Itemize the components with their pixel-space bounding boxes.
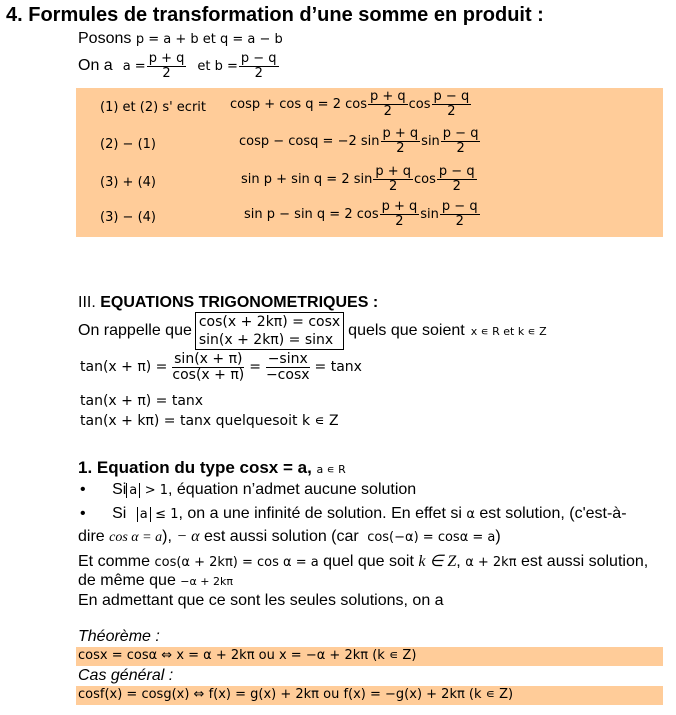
theoreme-label: Théorème :: [78, 628, 160, 645]
demême-line: [78, 572, 233, 590]
denominator: 2: [395, 213, 404, 229]
bullet-text: , équation n’admet aucune solution: [168, 481, 417, 498]
formula-mid: cos: [414, 171, 436, 187]
bullet-item: [80, 481, 416, 499]
dire-line: [78, 528, 501, 546]
roman-numeral: III.: [78, 294, 96, 311]
bullet-text: , on a une infinité de solution. En effet si: [178, 505, 462, 522]
numerator: −sinx: [267, 351, 308, 367]
math: cos(α + 2kπ) = cos α = a: [154, 555, 319, 570]
cas-general-band: [76, 686, 663, 705]
fraction: [368, 90, 408, 118]
formula-mid: cos: [408, 96, 431, 112]
b-numerator: p − q: [240, 51, 277, 66]
formula-label: (1) et (2) s' ecrit: [100, 100, 206, 115]
math: − α: [176, 528, 200, 545]
text: est aussi solution,: [521, 553, 649, 570]
text: dire: [78, 528, 105, 545]
formula-mid: sin: [420, 206, 439, 222]
formula-equation: [244, 200, 481, 228]
denominator: 2: [447, 103, 456, 119]
boxed-identities: [195, 312, 344, 350]
numerator: p − q: [438, 164, 475, 179]
admettant-line: En admettant que ce sont les seules solutions, on a: [78, 592, 444, 609]
subsection-heading: [78, 458, 346, 478]
denominator: 2: [452, 178, 461, 194]
denominator: cos(x + π): [172, 366, 245, 383]
abs-value: a: [126, 483, 140, 498]
etcomme-line: [78, 551, 648, 571]
section-heading: 4. Formules de transformation d’une somme en produit :: [6, 4, 544, 26]
fraction: [440, 200, 480, 228]
inequality: ≤ 1: [155, 507, 179, 522]
bullet-icon: •: [80, 505, 86, 522]
fraction: [381, 127, 421, 155]
formula-equation: [239, 127, 481, 155]
inequality: > 1: [144, 483, 169, 498]
math: k ∈ Z: [418, 553, 457, 570]
fraction: [437, 165, 477, 193]
formula-equation: [241, 165, 478, 193]
numerator: p + q: [382, 126, 419, 141]
math: cos(−α) = cosα = a: [367, 530, 496, 545]
text: de même que: [78, 572, 176, 589]
text: Et comme: [78, 553, 151, 570]
formula-lhs: cosp + cos q = 2 cos: [230, 96, 367, 112]
theoreme-formula: cosx = cosα ⇔ x = α + 2kπ ou x = −α + 2kπ (k ∊ Z): [78, 648, 417, 663]
numerator: p + q: [375, 164, 412, 179]
bullet-text: est solution, (c'est-à-: [479, 505, 627, 522]
fraction: [264, 352, 312, 382]
rappel-line: [78, 312, 547, 350]
formula-lhs: cosp − cosq = −2 sin: [239, 133, 380, 149]
denominator: 2: [389, 178, 398, 194]
alpha-symbol: α: [466, 507, 475, 522]
math: −α + 2kπ: [180, 575, 233, 588]
numerator: p + q: [381, 199, 418, 214]
b-lhs: et b =: [197, 58, 238, 74]
b-denominator: 2: [254, 65, 263, 81]
formula-lhs: sin p − sin q = 2 cos: [244, 206, 379, 222]
tan-rhs: = tanx: [314, 359, 362, 376]
tan-line: tan(x + π) = tanx: [80, 393, 204, 409]
numerator: sin(x + π): [174, 351, 243, 367]
boxed-line: cos(x + 2kπ) = cosx: [198, 314, 341, 330]
section-iii-heading: [78, 294, 378, 312]
ona-line: [78, 52, 280, 80]
a-numerator: p + q: [148, 51, 185, 66]
math: cos α = a: [109, 530, 163, 545]
text: quel que soit: [323, 553, 414, 570]
posons-equation: p = a + b et q = a − b: [135, 32, 283, 47]
b-fraction: [239, 52, 279, 80]
text: ): [495, 528, 501, 545]
fraction: [380, 200, 420, 228]
tan-derivation: [80, 352, 362, 382]
si-text: Si: [112, 481, 127, 498]
section-iii-title: EQUATIONS TRIGONOMETRIQUES :: [100, 294, 379, 311]
fraction: [441, 127, 481, 155]
formula-mid: sin: [421, 133, 440, 149]
denominator: 2: [456, 140, 465, 156]
abs-value: a: [137, 507, 151, 522]
fraction: [373, 165, 413, 193]
ona-label: On a: [78, 57, 113, 75]
denominator: 2: [396, 140, 405, 156]
subsection-title: 1. Equation du type cosx = a,: [78, 458, 312, 477]
si-text: Si: [112, 505, 127, 522]
cas-general-formula: cosf(x) = cosg(x) ⇔ f(x) = g(x) + 2kπ ou f(x) = −g(x) + 2kπ (k ∊ Z): [78, 687, 514, 702]
posons-line: [78, 30, 283, 48]
a-denominator: 2: [162, 65, 171, 81]
a-fraction: [147, 52, 187, 80]
a-lhs: a =: [122, 58, 146, 74]
fraction: [432, 90, 472, 118]
bullet-icon: •: [80, 481, 86, 498]
numerator: p − q: [433, 89, 470, 104]
tan-lhs: tan(x + π) =: [80, 359, 168, 376]
theoreme-band: [76, 647, 663, 666]
rappel-label: On rappelle que: [78, 322, 192, 340]
formula-equation: [230, 90, 472, 118]
cas-general-label: Cas général :: [78, 667, 174, 684]
denominator: 2: [455, 213, 464, 229]
denominator: −cosx: [265, 366, 310, 383]
text: ),: [162, 528, 172, 545]
subsection-math: a ∊ R: [316, 463, 346, 476]
numerator: p + q: [369, 89, 406, 104]
numerator: p − q: [442, 126, 479, 141]
quels-label: quels que soient: [348, 322, 465, 340]
formulas-box: [76, 88, 663, 237]
formula-label: (3) − (4): [100, 210, 156, 225]
quels-math: x ∊ R et k ∊ Z: [470, 324, 547, 338]
equals: =: [249, 359, 261, 376]
numerator: p − q: [441, 199, 478, 214]
math: α + 2kπ: [465, 555, 517, 570]
tan-line: tan(x + kπ) = tanx quelquesoit k ∊ Z: [80, 413, 339, 429]
posons-label: Posons: [78, 30, 132, 47]
formula-lhs: sin p + sin q = 2 sin: [241, 171, 373, 187]
text: est aussi solution (car: [204, 528, 359, 545]
formula-label: (3) + (4): [100, 175, 156, 190]
formula-label: (2) − (1): [100, 137, 156, 152]
fraction: [170, 352, 246, 382]
denominator: 2: [383, 103, 392, 119]
text: ,: [456, 553, 461, 570]
boxed-line: sin(x + 2kπ) = sinx: [198, 332, 334, 349]
bullet-item: [80, 505, 627, 523]
